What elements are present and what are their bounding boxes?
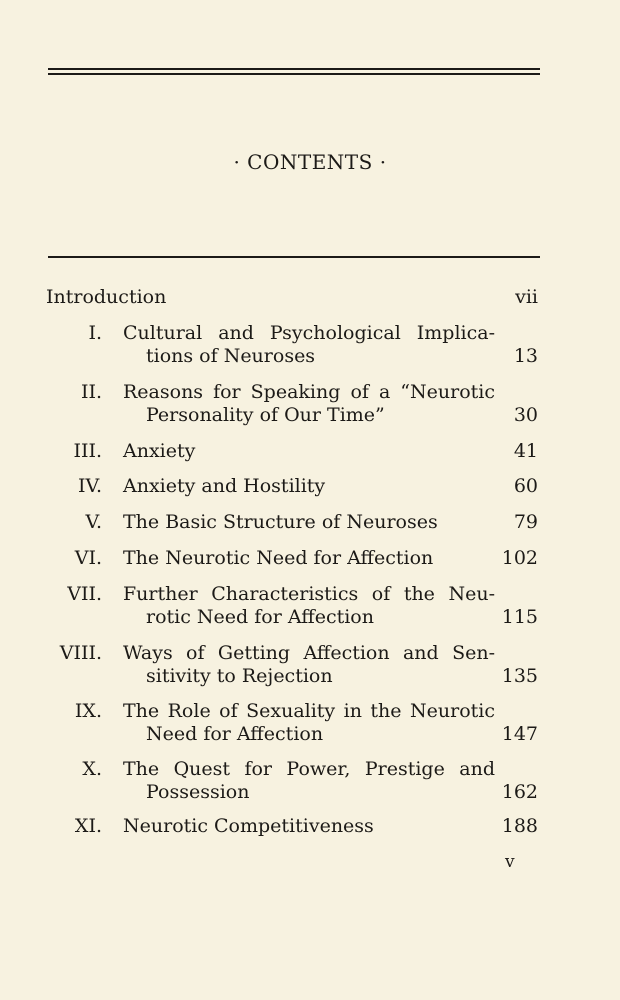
chapter-title-line2: tions of Neuroses xyxy=(146,345,316,367)
chapter-title-line2: sitivity to Rejection xyxy=(146,665,333,687)
page-folio: v xyxy=(505,852,515,872)
top-double-rule-upper xyxy=(48,68,540,70)
chapter-page: 115 xyxy=(501,606,538,628)
chapter-title: The Neurotic Need for Affection xyxy=(123,547,434,569)
chapter-title: The Basic Structure of Neuroses xyxy=(123,511,438,533)
page-title: · CONTENTS · xyxy=(233,150,387,174)
chapter-title-line1: The Role of Sexuality in the Neurotic xyxy=(123,700,495,722)
chapter-number: XI. xyxy=(74,815,102,837)
chapter-page: 188 xyxy=(501,815,538,837)
chapter-page: 162 xyxy=(501,781,538,803)
chapter-title-line2: Possession xyxy=(146,781,250,803)
chapter-title-line2: Personality of Our Time” xyxy=(146,404,385,426)
chapter-number: II. xyxy=(80,381,102,403)
chapter-number: VII. xyxy=(67,583,102,605)
chapter-page: 135 xyxy=(501,665,538,687)
chapter-title: Anxiety xyxy=(123,440,196,462)
chapter-title-line2: Need for Affection xyxy=(146,723,324,745)
chapter-page: 102 xyxy=(501,547,538,569)
chapter-page: 30 xyxy=(513,404,538,426)
chapter-page: 41 xyxy=(513,440,538,462)
chapter-title-line1: Reasons for Speaking of a “Neurotic xyxy=(123,381,495,403)
chapter-number: VI. xyxy=(74,547,102,569)
chapter-title-line2: rotic Need for Affection xyxy=(146,606,374,628)
chapter-title-line1: Further Characteristics of the Neu- xyxy=(123,583,495,605)
chapter-page: 147 xyxy=(501,723,538,745)
chapter-number: X. xyxy=(82,758,102,780)
chapter-number: IX. xyxy=(74,700,102,722)
chapter-title: Anxiety and Hostility xyxy=(123,475,326,497)
chapter-title: Neurotic Competitiveness xyxy=(123,815,374,837)
chapter-number: I. xyxy=(88,322,102,344)
chapter-number: IV. xyxy=(78,475,102,497)
chapter-page: 13 xyxy=(513,345,538,367)
top-double-rule-lower xyxy=(48,73,540,75)
chapter-title-line1: Cultural and Psychological Implica- xyxy=(123,322,495,344)
header-rule xyxy=(48,256,540,258)
chapter-title-line1: Ways of Getting Affection and Sen- xyxy=(123,642,495,664)
introduction-label: Introduction xyxy=(46,286,167,308)
chapter-page: 79 xyxy=(513,511,538,533)
chapter-title-line1: The Quest for Power, Prestige and xyxy=(123,758,495,780)
introduction-page: vii xyxy=(515,286,538,308)
chapter-number: V. xyxy=(85,511,102,533)
chapter-number: III. xyxy=(73,440,102,462)
chapter-number: VIII. xyxy=(59,642,102,664)
chapter-page: 60 xyxy=(513,475,538,497)
